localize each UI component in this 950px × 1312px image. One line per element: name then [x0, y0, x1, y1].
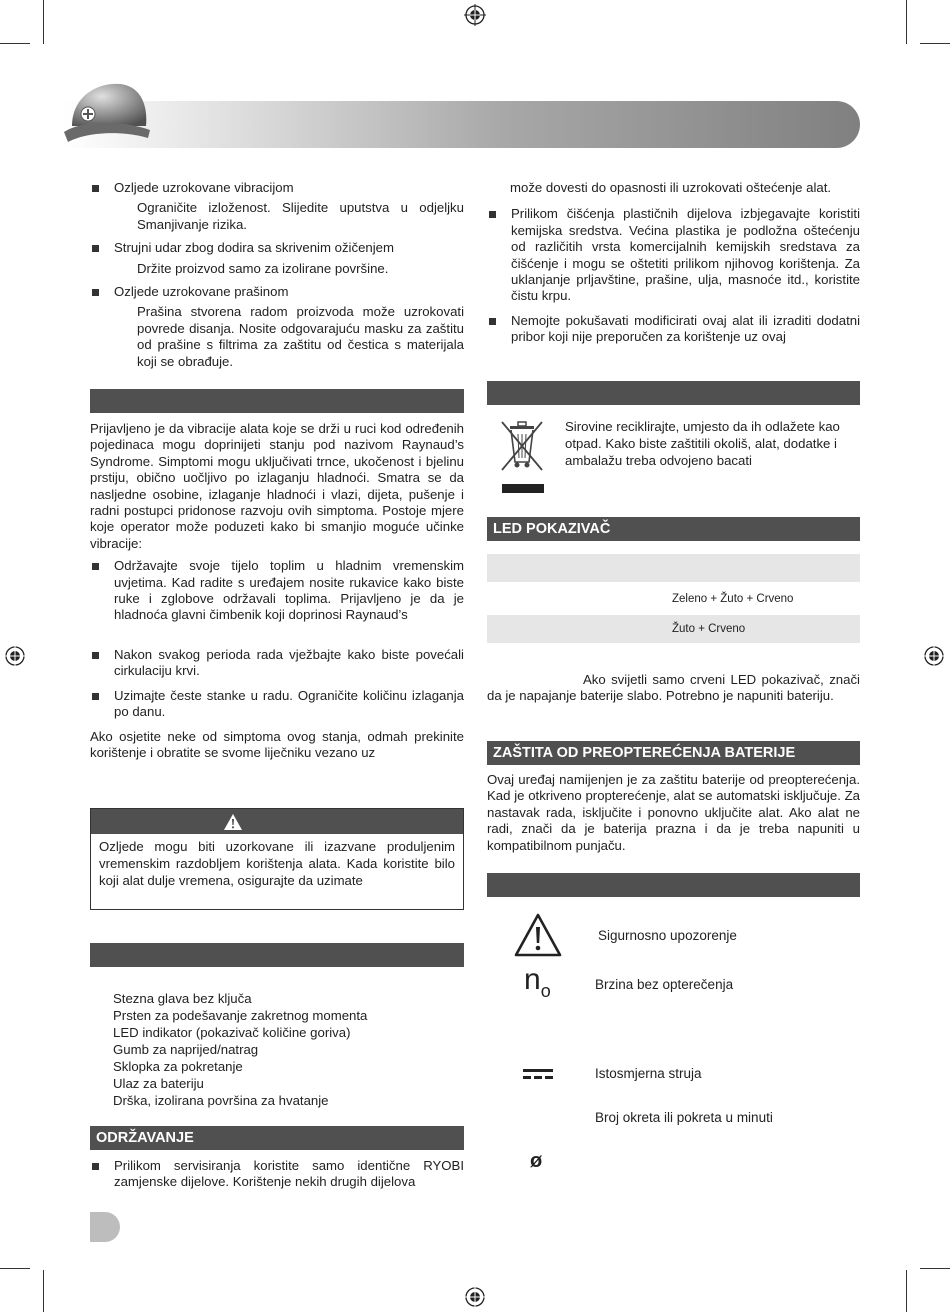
hazard-text: Držite proizvod samo za izolirane površine. [137, 260, 389, 276]
section-header-symbols [487, 873, 860, 897]
crop-mark [906, 1270, 907, 1312]
vibration-bullet: Uzimajte česte stanke u radu. Ograničite količinu izlaganja po danu. [90, 688, 464, 721]
hazard-text: Ograničite izloženost. Slijedite uputstva u odjeljku Smanjivanje rizika. [137, 200, 464, 232]
direct-current-icon [522, 1068, 554, 1080]
vibration-paragraph: Prijavljeno je da vibracije alata koje se drži u ruci kod određenih pojedinaca mogu doprinijeti stanju pod nazivom Raynaud’s Syndrome. Simptomi mogu uključivati trnce, ukočenost i bjelinu prstiju, obično uočljivo po izlaganju hladnoći. Smatra se da nasljedne osobine, izlaganje hladnoći i vlazi, dijeta, pušenje i radni postupci pridonose razvoju ovih simptoma. Postoje mjere koje operator može poduzeti kako bi smanjio moguće učinke vibracije: [90, 421, 464, 551]
led-table-row [487, 554, 860, 582]
crop-mark [0, 43, 30, 44]
registration-mark-icon [464, 4, 486, 26]
no-load-speed-icon: $n_o$ [524, 963, 551, 1001]
warning-triangle-icon [223, 813, 243, 831]
crop-mark [906, 0, 907, 44]
diameter-icon: ø [530, 1150, 543, 1172]
hazards-list [90, 180, 464, 370]
led-table-row [487, 615, 860, 643]
continued-line: može dovesti do opasnosti ili uzrokovati oštećenje alat. [510, 180, 832, 195]
part-item: Drška, izolirana površina za hvatanje [113, 1093, 329, 1108]
symbol-label: Sigurnosno upozorenje [598, 928, 737, 943]
warning-box [90, 808, 464, 910]
symbol-label: Brzina bez opterečenja [595, 977, 734, 992]
page-number-tab [90, 1212, 120, 1242]
led-note: Ako svijetli samo crveni LED pokazivač, znači da je napajanje baterije slabo. Potrebno je napuniti bateriju. [487, 672, 860, 704]
part-item: Ulaz za bateriju [113, 1076, 204, 1091]
hazard-item: Strujni udar zbog dodira sa skrivenim ožičenjem [90, 240, 464, 256]
recycle-bin-crossed-icon [498, 418, 548, 498]
crop-mark [0, 1268, 30, 1269]
maintenance-section [90, 1158, 464, 1191]
part-item: Sklopka za pokretanje [113, 1059, 243, 1074]
parts-list [113, 990, 464, 1109]
maintenance-bullet: Prilikom čišćenja plastičnih dijelova izbjegavajte koristiti kemijska sredstva. Većina plastika je podložna oštećenju od različitih vrsta komercijalnih kemijskih sredstava za čišćenje i mogu se oštetiti prilikom njihovog korištenja. Za uklanjanje prljavštine, prašine, ulja, masnoće itd., koristite čistu krpu. [487, 206, 860, 304]
section-header-maintenance: ODRŽAVANJE [90, 1126, 464, 1150]
overload-section [487, 772, 860, 854]
warning-text: Ozljede mogu biti uzorkovane ili izazvane produljenim vremenskim razdobljem korištenja alata. Kada koristite bilo koji alat dulje vremena, osigurajte da uzimate [99, 839, 455, 888]
section-header-environment [487, 381, 860, 405]
warning-triangle-icon [513, 912, 563, 958]
hazard-item: Ozljede uzrokovane prašinom [90, 284, 464, 300]
registration-mark-icon [4, 645, 26, 667]
crop-mark [43, 0, 44, 44]
registration-mark-icon [923, 645, 945, 667]
maintenance-bullet: Nemojte pokušavati modificirati ovaj alat ili izraditi dodatni pribor koji nije preporučen za korištenje uz ovaj [487, 313, 860, 346]
section-header-parts [90, 943, 464, 967]
vibration-bullet: Nakon svakog perioda rada vježbajte kako biste povećali cirkulaciju krvi. [90, 647, 464, 680]
part-item: Stezna glava bez ključa [113, 991, 252, 1006]
header-band [63, 101, 860, 148]
led-status-green-yellow-red: Zeleno + Žuto + Crveno [672, 593, 794, 605]
symbol-label: Broj okreta ili pokreta u minuti [595, 1110, 773, 1125]
overload-text: Ovaj uređaj namijenjen je za zaštitu baterije od preopterećenja. Kad je otkriveno propterećenje, alat se automatski isključuje. Za nastavak rada, isključite i ponovno uključite alat. Ako alat ne radi, znači da je baterija prazna i da je treba napuniti u kompatibilnom punjaču. [487, 772, 860, 853]
registration-mark-icon [464, 1286, 486, 1308]
warning-header [91, 809, 463, 834]
part-item: LED indikator (pokazivač količine goriva) [113, 1025, 351, 1040]
led-table-row [487, 585, 860, 613]
recycle-text: Sirovine reciklirajte, umjesto da ih odlažete kao otpad. Kako biste zaštitili okoliš, alat, dodatke i ambalažu treba odvojeno bacati [565, 419, 840, 468]
led-status-yellow-red: Žuto + Crveno [672, 623, 746, 635]
section-header-overload: ZAŠTITA OD PREOPTEREĆENJA BATERIJE [487, 741, 860, 765]
section-header-led: LED POKAZIVAČ [487, 517, 860, 541]
part-item: Prsten za podešavanje zakretnog momenta [113, 1008, 368, 1023]
symbol-label: Istosmjerna struja [595, 1066, 702, 1081]
crop-mark [920, 1268, 950, 1269]
vibration-bullet: Održavajte svoje tijelo toplim u hladnim vremenskim uvjetima. Kad radite s uređajem nosite rukavice kako biste ruke i zglobove održavali toplima. Prijavljeno je da je hladnoća glavni čimbenik koji doprinosi Raynaud’s [90, 558, 464, 624]
crop-mark [43, 1270, 44, 1312]
vibration-section [90, 421, 464, 761]
safety-helmet-icon [62, 74, 154, 152]
section-header-vibration [90, 389, 464, 413]
hazard-text: Prašina stvorena radom proizvoda može uzrokovati povrede disanja. Nosite odgovarajuću masku za zaštitu od prašine s filtrima za zaštitu od čestica s materijala koji se obrađuje. [137, 304, 464, 369]
maintenance-continued [487, 180, 860, 346]
crop-mark [920, 43, 950, 44]
hazard-item: Ozljede uzrokovane vibracijom [90, 180, 464, 196]
part-item: Gumb za naprijed/natrag [113, 1042, 259, 1057]
maintenance-bullet: Prilikom servisiranja koristite samo identične RYOBI zamjenske dijelove. Korištenje nekih drugih dijelova [90, 1158, 464, 1191]
vibration-closing: Ako osjetite neke od simptoma ovog stanja, odmah prekinite korištenje i obratite se svome liječniku vezano uz [90, 728, 464, 760]
